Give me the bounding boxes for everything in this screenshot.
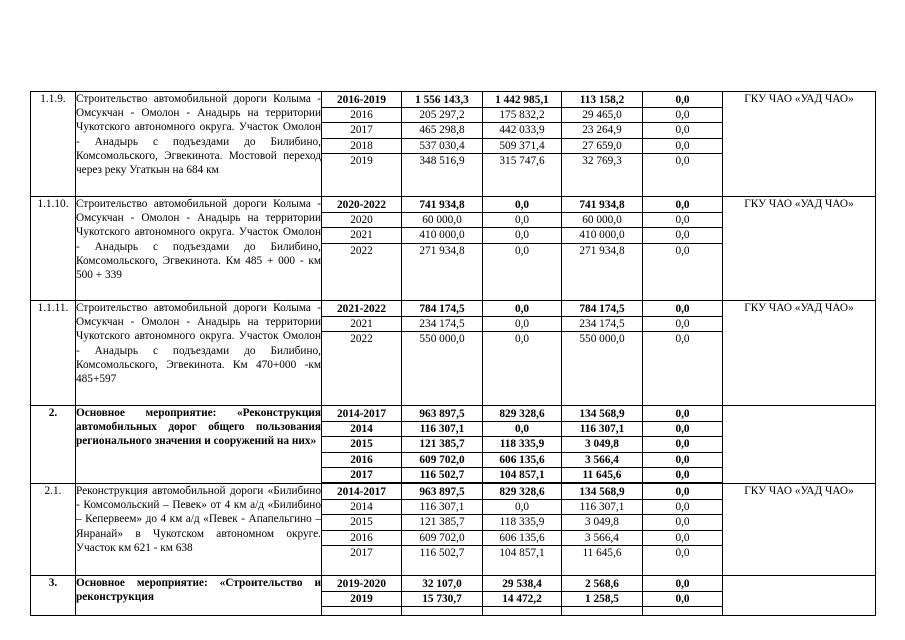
other-sources-cell: 0,0 xyxy=(643,437,722,452)
other-sources-cell-column xyxy=(643,483,723,575)
total-cell: 116 307,1 xyxy=(402,422,482,437)
total-cell: 609 702,0 xyxy=(402,531,482,546)
regional-budget-cell: 11 645,6 xyxy=(582,546,622,559)
regional-budget-cell-column xyxy=(562,575,643,615)
other-sources-cell: 0,0 xyxy=(643,577,722,592)
federal-budget-cell: 0,0 xyxy=(514,333,530,346)
table-row xyxy=(31,301,876,406)
federal-budget-cell: 0,0 xyxy=(483,198,561,213)
regional-budget-cell: 3 566,4 xyxy=(562,531,642,546)
total-cell: 234 174,5 xyxy=(402,317,482,332)
table-row xyxy=(31,92,876,197)
period-cell: 2019 xyxy=(322,592,401,607)
federal-budget-cell: 104 857,1 xyxy=(499,546,545,559)
other-sources-cell: 0,0 xyxy=(675,244,690,257)
federal-budget-cell: 829 328,6 xyxy=(483,407,561,422)
period-cell: 2016-2019 xyxy=(322,93,401,108)
federal-budget-cell: 0,0 xyxy=(514,244,530,257)
regional-budget-cell-column xyxy=(562,301,643,406)
total-cell: 116 307,1 xyxy=(402,500,482,515)
period-cell: 2016 xyxy=(322,531,401,546)
row-number: 1.1.10. xyxy=(31,197,76,301)
period-cell: 2019-2020 xyxy=(322,577,401,592)
regional-budget-cell: 113 158,2 xyxy=(562,93,642,108)
federal-budget-cell-column xyxy=(483,301,562,406)
total-cell: 32 107,0 xyxy=(402,577,482,592)
period-cell: 2014 xyxy=(322,422,401,437)
period-cell-column xyxy=(322,406,402,484)
federal-budget-cell: 0,0 xyxy=(483,422,561,437)
regional-budget-cell: 23 264,9 xyxy=(562,123,642,138)
total-cell-column xyxy=(402,301,483,406)
regional-budget-cell: 3 049,8 xyxy=(562,515,642,530)
regional-budget-cell-column xyxy=(562,92,643,197)
regional-budget-cell: 116 307,1 xyxy=(562,500,642,515)
total-cell: 205 297,2 xyxy=(402,108,482,123)
other-sources-cell: 0,0 xyxy=(643,592,722,607)
federal-budget-cell: 118 335,9 xyxy=(483,515,561,530)
other-sources-cell: 0,0 xyxy=(643,317,722,332)
period-cell: 2018 xyxy=(322,139,401,154)
table-row xyxy=(31,575,876,615)
table-row xyxy=(31,197,876,301)
period-cell-column xyxy=(322,197,402,301)
total-cell-column xyxy=(402,483,483,575)
federal-budget-cell: 104 857,1 xyxy=(483,468,561,483)
table-body xyxy=(31,92,876,616)
other-sources-cell-column xyxy=(643,406,723,484)
total-cell: 609 702,0 xyxy=(402,453,482,468)
period-cell: 2020 xyxy=(322,213,401,228)
total-cell: 121 385,7 xyxy=(402,437,482,452)
measure-name: Строительство автомобильной дороги Колыма - Омсукчан - Омолон - Анадырь на территории Чукотского автономного округа. Участок Омолон - Анадырь с подъездами до Билибино, Комсомольского, Эгвекинота. Мостовой переход через реку Угаткын на 684 км xyxy=(76,92,322,197)
row-number: 1.1.9. xyxy=(31,92,76,197)
federal-budget-cell: 1 442 985,1 xyxy=(483,93,561,108)
federal-budget-cell: 829 328,6 xyxy=(483,485,561,500)
regional-budget-cell: 3 049,8 xyxy=(562,437,642,452)
total-cell: 116 502,7 xyxy=(402,468,482,483)
measure-name: Строительство автомобильной дороги Колыма - Омсукчан - Омолон - Анадырь на территории Чукотского автономного округа. Участок Омолон - Анадырь с подъездами до Билибино, Комсомольского, Эгвекинота. Км 470+000 -км 485+597 xyxy=(76,301,322,406)
federal-budget-cell: 0,0 xyxy=(483,317,561,332)
total-cell: 60 000,0 xyxy=(402,213,482,228)
federal-budget-cell-column xyxy=(483,406,562,484)
regional-budget-cell: 271 934,8 xyxy=(579,244,625,257)
responsible-organization xyxy=(723,406,876,484)
period-cell: 2020-2022 xyxy=(322,198,401,213)
program-financing-table xyxy=(30,91,876,616)
measure-name: Основное мероприятие: «Реконструкция автомобильных дорог общего пользования регионального значения и сооружений на них» xyxy=(76,406,322,484)
period-cell-column xyxy=(322,92,402,197)
federal-budget-cell: 14 472,2 xyxy=(483,592,561,607)
other-sources-cell: 0,0 xyxy=(643,93,722,108)
other-sources-cell: 0,0 xyxy=(643,108,722,123)
other-sources-cell: 0,0 xyxy=(675,546,690,559)
measure-name: Строительство автомобильной дороги Колыма - Омсукчан - Омолон - Анадырь на территории Чукотского автономного округа. Участок Омолон - Анадырь с подъездами до Билибино, Комсомольского, Эгвекинота. Км 485 + 000 - км 500 + 339 xyxy=(76,197,322,301)
measure-name: Основное мероприятие: «Строительство и реконструкция xyxy=(76,575,322,615)
total-cell: 121 385,7 xyxy=(402,515,482,530)
row-number: 1.1.11. xyxy=(31,301,76,406)
total-cell: 963 897,5 xyxy=(402,485,482,500)
row-number: 2.1. xyxy=(31,483,76,575)
table-row xyxy=(31,483,876,575)
other-sources-cell: 0,0 xyxy=(675,333,690,346)
period-cell: 2015 xyxy=(322,437,401,452)
other-sources-cell: 0,0 xyxy=(643,500,722,515)
federal-budget-cell-column xyxy=(483,483,562,575)
period-cell: 2021 xyxy=(322,317,401,332)
other-sources-cell: 0,0 xyxy=(643,228,722,243)
period-cell: 2014-2017 xyxy=(322,485,401,500)
total-cell: 537 030,4 xyxy=(402,139,482,154)
other-sources-cell: 0,0 xyxy=(643,123,722,138)
other-sources-cell: 0,0 xyxy=(643,302,722,317)
total-cell-column xyxy=(402,575,483,615)
total-cell: 271 934,8 xyxy=(419,244,465,257)
total-cell: 348 516,9 xyxy=(419,154,465,167)
regional-budget-cell: 134 568,9 xyxy=(562,485,642,500)
period-cell: 2017 xyxy=(322,123,401,138)
federal-budget-cell: 175 832,2 xyxy=(483,108,561,123)
federal-budget-cell: 606 135,6 xyxy=(483,453,561,468)
regional-budget-cell: 2 568,6 xyxy=(562,577,642,592)
total-cell: 465 298,8 xyxy=(402,123,482,138)
other-sources-cell: 0,0 xyxy=(675,154,690,167)
regional-budget-cell: 32 769,3 xyxy=(582,154,622,167)
federal-budget-cell-column xyxy=(483,575,562,615)
responsible-organization: ГКУ ЧАО «УАД ЧАО» xyxy=(723,92,876,197)
federal-budget-cell-column xyxy=(483,92,562,197)
measure-name: Реконструкция автомобильной дороги «Билибино - Комсомольский – Певек» от 4 км а/д «Билибино – Кепервеем» до 4 км а/д «Певек - Апапельгино – Янранай» в Чукотском автономном округе. Участок км 621 - км 638 xyxy=(76,483,322,575)
period-cell: 2017 xyxy=(322,468,401,483)
period-cell: 2016 xyxy=(322,108,401,123)
period-cell: 2015 xyxy=(322,515,401,530)
regional-budget-cell: 3 566,4 xyxy=(562,453,642,468)
period-cell: 2021-2022 xyxy=(322,302,401,317)
regional-budget-cell: 27 659,0 xyxy=(562,139,642,154)
regional-budget-cell: 11 645,6 xyxy=(562,468,642,483)
regional-budget-cell-column xyxy=(562,406,643,484)
row-number: 3. xyxy=(31,575,76,615)
period-cell: 2022 xyxy=(350,244,373,257)
total-cell: 116 502,7 xyxy=(419,546,465,559)
regional-budget-cell: 410 000,0 xyxy=(562,228,642,243)
other-sources-cell: 0,0 xyxy=(643,453,722,468)
responsible-organization xyxy=(723,575,876,615)
regional-budget-cell-column xyxy=(562,197,643,301)
regional-budget-cell: 134 568,9 xyxy=(562,407,642,422)
regional-budget-cell: 234 174,5 xyxy=(562,317,642,332)
other-sources-cell: 0,0 xyxy=(643,515,722,530)
federal-budget-cell: 0,0 xyxy=(483,500,561,515)
federal-budget-cell: 0,0 xyxy=(483,228,561,243)
period-cell: 2014 xyxy=(322,500,401,515)
federal-budget-cell: 118 335,9 xyxy=(483,437,561,452)
federal-budget-cell: 29 538,4 xyxy=(483,577,561,592)
other-sources-cell: 0,0 xyxy=(643,531,722,546)
total-cell-column xyxy=(402,197,483,301)
period-cell: 2022 xyxy=(350,333,373,346)
total-cell: 550 000,0 xyxy=(419,333,465,346)
other-sources-cell: 0,0 xyxy=(643,198,722,213)
other-sources-cell: 0,0 xyxy=(643,422,722,437)
period-cell: 2016 xyxy=(322,453,401,468)
table-row xyxy=(31,406,876,484)
row-number: 2. xyxy=(31,406,76,484)
total-cell: 15 730,7 xyxy=(402,592,482,607)
federal-budget-cell-column xyxy=(483,197,562,301)
regional-budget-cell: 550 000,0 xyxy=(579,333,625,346)
total-cell-column xyxy=(402,406,483,484)
regional-budget-cell: 60 000,0 xyxy=(562,213,642,228)
other-sources-cell: 0,0 xyxy=(643,139,722,154)
regional-budget-cell: 784 174,5 xyxy=(562,302,642,317)
regional-budget-cell-column xyxy=(562,483,643,575)
total-cell-column xyxy=(402,92,483,197)
period-cell-column xyxy=(322,575,402,615)
period-cell: 2019 xyxy=(350,154,373,167)
period-cell-column xyxy=(322,301,402,406)
federal-budget-cell: 0,0 xyxy=(483,302,561,317)
total-cell: 1 556 143,3 xyxy=(402,93,482,108)
total-cell: 784 174,5 xyxy=(402,302,482,317)
other-sources-cell-column xyxy=(643,575,723,615)
regional-budget-cell: 116 307,1 xyxy=(562,422,642,437)
other-sources-cell-column xyxy=(643,301,723,406)
other-sources-cell: 0,0 xyxy=(643,213,722,228)
other-sources-cell-column xyxy=(643,197,723,301)
federal-budget-cell: 606 135,6 xyxy=(483,531,561,546)
period-cell-column xyxy=(322,483,402,575)
federal-budget-cell: 509 371,4 xyxy=(483,139,561,154)
regional-budget-cell: 741 934,8 xyxy=(562,198,642,213)
period-cell: 2021 xyxy=(322,228,401,243)
federal-budget-cell: 442 033,9 xyxy=(483,123,561,138)
federal-budget-cell: 0,0 xyxy=(483,213,561,228)
regional-budget-cell: 1 258,5 xyxy=(562,592,642,607)
other-sources-cell: 0,0 xyxy=(643,468,722,483)
total-cell: 963 897,5 xyxy=(402,407,482,422)
responsible-organization: ГКУ ЧАО «УАД ЧАО» xyxy=(723,301,876,406)
total-cell: 410 000,0 xyxy=(402,228,482,243)
total-cell: 741 934,8 xyxy=(402,198,482,213)
responsible-organization: ГКУ ЧАО «УАД ЧАО» xyxy=(723,483,876,575)
period-cell: 2014-2017 xyxy=(322,407,401,422)
other-sources-cell: 0,0 xyxy=(643,407,722,422)
regional-budget-cell: 29 465,0 xyxy=(562,108,642,123)
other-sources-cell: 0,0 xyxy=(643,485,722,500)
other-sources-cell-column xyxy=(643,92,723,197)
responsible-organization: ГКУ ЧАО «УАД ЧАО» xyxy=(723,197,876,301)
period-cell: 2017 xyxy=(350,546,373,559)
federal-budget-cell: 315 747,6 xyxy=(499,154,545,167)
